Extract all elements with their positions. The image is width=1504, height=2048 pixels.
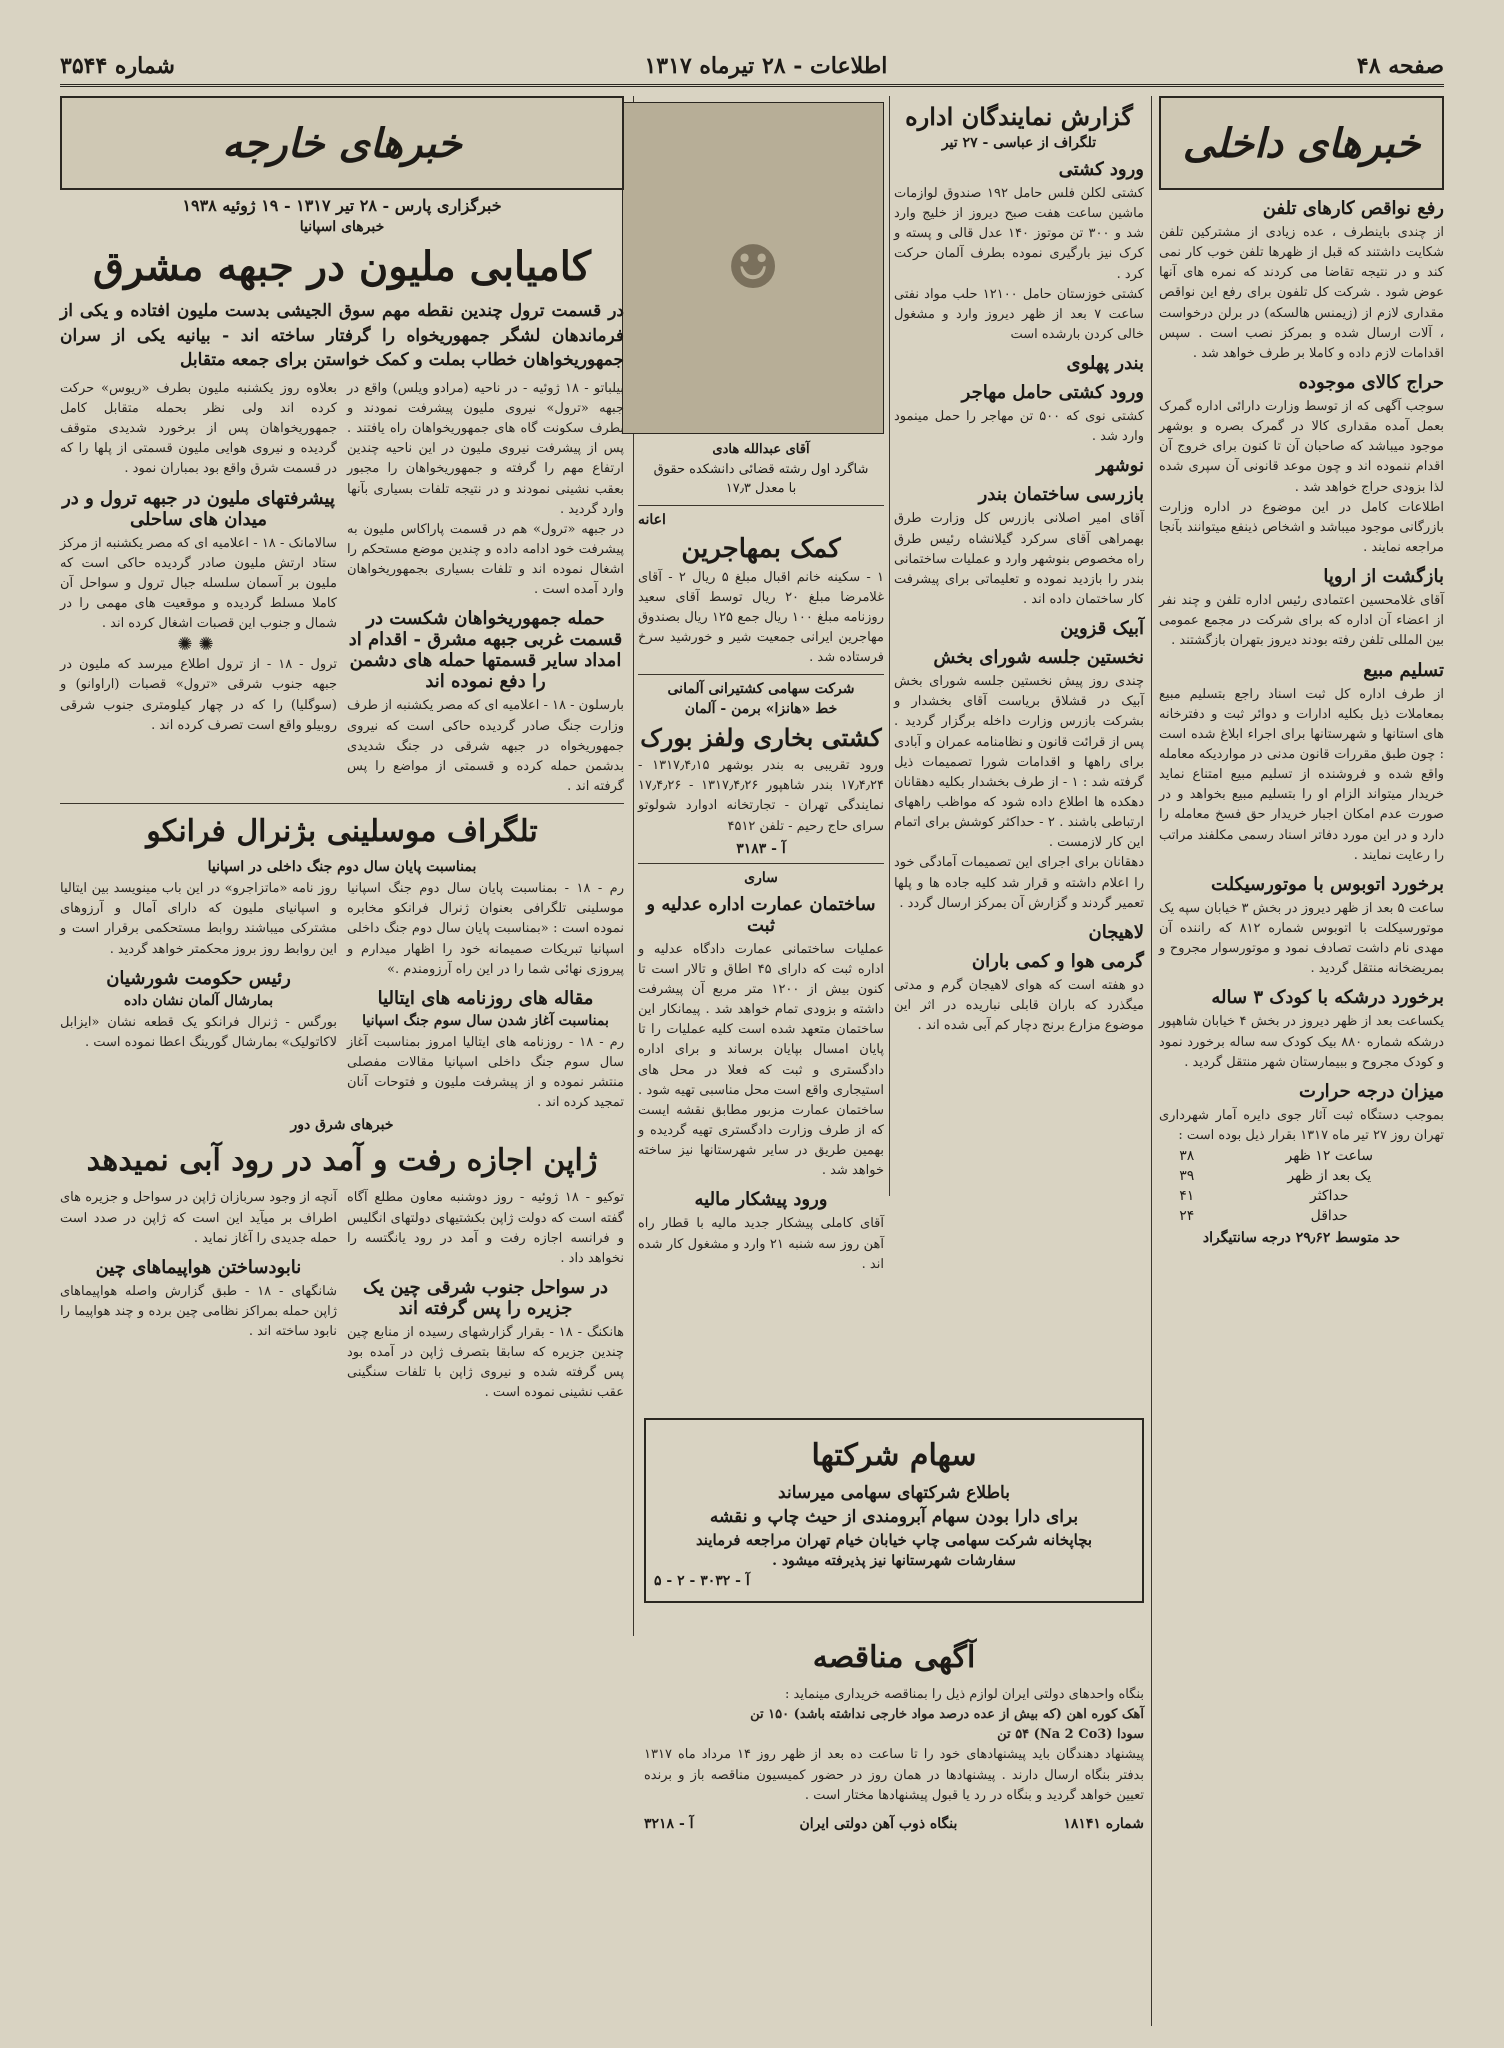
column-divider: [889, 96, 890, 1196]
section-title: نابودساختن هواپیماهای چین: [95, 1256, 302, 1278]
section-body: آقای غلامحسین اعتمادی رئیس اداره تلفن و چند نفر از اعضاء آن اداره که برای شرکت در مجمع عمومی بین المللی تلفن رفته بودند دیروز بتهران بازگشتند .: [1159, 593, 1444, 649]
table-cell: ۳۸: [1179, 1148, 1195, 1165]
ad-box: [644, 1418, 1144, 1603]
section-title: پیشرفتهای ملیون در جبهه ترول و در میدان های ساحلی: [62, 487, 335, 530]
section-title: برخورد درشکه با کودک ۳ ساله: [1211, 987, 1444, 1009]
aid-body: ۱ - سکینه خانم اقبال مبلغ ۵ ریال ۲ - آقای غلامرضا مبلغ ۲۰ ریال توسط آقای سعید روزنامه مبلغ ۱۰۰ ریال جمع ۱۲۵ ریال بصندوق مهاجرین ایرانی جمعیت شیر و خورشید سرخ فرستاده شد .: [638, 569, 885, 666]
section-title: برخورد اتوبوس با موتورسیکلت: [1211, 873, 1444, 895]
tender-ref: آ - ۳۲۱۸: [644, 1815, 694, 1832]
domestic-news-column: [1159, 96, 1444, 2036]
photo-caption: آقای عبدالله هادی: [712, 442, 810, 457]
table-cell: یک بعد از ظهر: [1287, 1168, 1372, 1185]
divider-stars: ✺✺: [177, 634, 220, 656]
table-cell: حداقل: [1310, 1208, 1348, 1225]
far-east-label: خبرهای شرق دور: [290, 1117, 394, 1134]
article-body: بارسلون - ۱۸ - اعلامیه ای که مصر یکشنبه از طرف وزارت جنگ صادر گردیده حاکی است که نیروی جمهوریخواه در جبهه شرقی در جنگ شدیدی بدشمن حمله کرده و قسمتی از مواضع را پس گرفته اند .: [347, 698, 624, 795]
table-row: [1159, 1166, 1444, 1186]
telegram-title: تلگراف موسلینی بژنرال فرانکو: [146, 814, 538, 850]
telegram-subcolumn: [347, 879, 624, 1113]
section-body: کشتی نوی که ۵۰۰ تن مهاجر را حمل مینمود وارد شد .: [894, 409, 1145, 445]
section-title: تسلیم مبیع: [1363, 659, 1444, 681]
tender-signature: بنگاه ذوب آهن دولتی ایران: [799, 1815, 958, 1832]
section-title: در سواحل جنوب شرقی چین یک جزیره را پس گرفته اند: [363, 1277, 608, 1319]
section-title: ورود کشتی: [1058, 159, 1144, 180]
section-body: کشتی لکلن فلس حامل ۱۹۲ صندوق لوازمات ماشین ساعت هفت صبح دیروز از خلیج وارد شد و ۳۰۰ تن موتوز ۱۴۰ عدل قالی و پسته و کرک نیز بارگیری نموده بطرف آلمان حرکت کرد .: [894, 186, 1145, 282]
reports-subtitle: تلگراف از عباسی - ۲۷ تیر: [941, 135, 1097, 151]
section-body: کشتی خوزستان حامل ۱۲۱۰۰ حلب مواد نفتی ساعت ۷ بعد از ظهر دیروز وارد و مشغول خالی کردن بارشده است: [894, 286, 1145, 342]
tender-footer: [644, 1812, 1144, 1836]
ad-ref: آ - ۳۰۳۲ - ۲ - ۵: [654, 1573, 750, 1589]
article-body: بورگس - ژنرال فرانکو یک قطعه نشان «ایزابل لاکاتولیک» بمارشال گورینگ اعطا نموده است .: [60, 1014, 337, 1050]
article-body: در جبهه «ترول» هم در قسمت پاراکاس ملیون به پیشرفت خود ادامه داده و چندین موضع مستحکم را اشغال نموده اند و تلفات بسیاری بجمهوریخواهان وارد آمده است .: [347, 521, 624, 598]
masthead: [60, 48, 1444, 87]
foreign-subcolumn: [347, 379, 624, 797]
section-body: از چندی باینطرف ، عده زیادی از مشترکین تلفن شکایت داشتند که قبل از ظهرها تلفن خوب کار نمی کند و در نتیجه تقاضا می کردند که نمره های آنها عوض شود . شرکت کل تلفون برای رفع این نواقص مقداری لازم از (زیمنس هالسکه) در برلن درخواست ، آلات ارسال شده و بمرکز نصب است . سپس اقدامات لازم داده و کاملا بر طرف خواهد شد .: [1159, 225, 1444, 361]
section-body: آقای کاملی پیشکار جدید مالیه با قطار راه آهن روز سه شنبه ۲۱ وارد و مشغول کار شده اند .: [638, 1216, 884, 1272]
temperature-table: [1159, 1146, 1444, 1226]
foreign-columns: [60, 379, 624, 797]
dateline: خبرگزاری پارس - ۲۸ تیر ۱۳۱۷ - ۱۹ ژوئیه ۱۹۳۸: [182, 196, 502, 215]
tender-ad: [644, 1630, 1144, 2010]
issue-number: شماره ۳۵۴۴: [60, 53, 175, 79]
shares-ad: [644, 1410, 1144, 1610]
article-body: روز نامه «ماتزاجرو» در این باب مینویسد بین ایتالیا و اسپانیای ملیون که دارای آمال و آرزوهای مشترکی میباشند روابط مستحکمی برقرار است و این روابط روز بروز محکمتر خواهد گردید .: [60, 881, 337, 957]
section-title: بندر پهلوی: [1066, 353, 1144, 375]
table-row: [1159, 1186, 1444, 1206]
foreign-news-banner: خبرهای خارجه: [60, 96, 624, 190]
section-body: عملیات ساختمانی عمارت دادگاه عدلیه و اداره ثبت که دارای ۴۵ اطاق و تالار است تا کنون بیش از ۱۲۰۰ متر مربع آن پیشرفت داشته و بزودی تمام خواهد شد . پیمانکار این ساختمان متعهد شده است کلیه عملیات را تا پایان امسال بپایان برساند و برای اداره دادگستری و ثبت که فعلا در محل های استیجاری واقع است محل مناسبی تهیه شود . ساختمان عمارت مزبور مطابق نقشه ایست که از طرف وزارت دادگستری تهیه گردیده و بهمین طریق در سایر شهرستانها نیز ساخته خواهد شد .: [638, 941, 884, 1179]
article-body: بعلاوه روز یکشنبه ملیون بطرف «ریوس» حرکت کرده اند ولی نظر بحمله متقابل کامل جمهوریخواهان پس از برخورد شدیدی متوقف گردیده و نیروی هوایی ملیون قسمتی از پلها را که در قسمت شرق واقع بود بمباران نمود .: [60, 380, 337, 477]
city-label: ساری: [744, 869, 778, 886]
section-body: از طرف اداره کل ثبت اسناد راجع بتسلیم مبیع بمعاملات ذیل بکلیه ادارات و دوائر ثبت و دفترخانه های استانها و شهرستانها برای اجراء ابلاغ شده است : چون طبق مقررات قانون مدنی در مواردیکه معامله واقع شده و فروشنده از تسلیم مبیع امتناع نماید خریدار میتواند الزام او را بتسلیم مبیع بخواهد و در صورت عدم امکان اجبار خریدار حق فسخ معامله را دارد و در این مورد دفاتر اسناد رسمی مکلفند مراتب را رعایت نمایند .: [1159, 686, 1444, 863]
article-body: سالامانک - ۱۸ - اعلامیه ای که مصر یکشنبه از مرکز ستاد ارتش ملیون صادر گردیده حاکی است که ملیون بر آسمان سلسله جبال ترول و سواحل آن کاملا مسلط گردیده و موقعیت های مهمی را در شمال و جنوب این قصبات اشغال کرده اند .: [60, 535, 337, 632]
table-cell: ۲۴: [1179, 1208, 1195, 1225]
section-title: بازگشت از اروپا: [1323, 566, 1444, 588]
column-divider: [1151, 96, 1152, 2026]
foreign-news-column: [60, 96, 624, 2036]
page-number: صفحه ۴۸: [1356, 53, 1444, 79]
section-title: ورود کشتی حامل مهاجر: [961, 382, 1144, 404]
section-body: دو هفته است که هوای لاهیجان گرم و مدتی میگذرد که باران قابلی نباریده در اثر این موضوع مزارع برنج دچار کم آبی شده اند .: [894, 977, 1144, 1034]
section-title: نوشهر: [1096, 455, 1144, 477]
section-body: یکساعت بعد از ظهر دیروز در بخش ۴ خیابان شاهپور درشکه شماره ۸۸۰ بیک کودک سه ساله برخورد نمود و کودک مجروح و ببیمارستان شهر منتقل گردید .: [1159, 1014, 1444, 1070]
tender-item: سودا (Na 2 Co3) ۵۴ تن: [997, 1727, 1144, 1743]
section-subtitle: بمارشال آلمان نشان داده: [123, 992, 274, 1009]
telegram-subcolumn: [60, 879, 337, 1113]
telegram-subtitle: بمناسبت پایان سال دوم جنگ داخلی در اسپانیا: [207, 859, 477, 876]
japan-columns: [60, 1188, 624, 1403]
section-body: ساعت ۵ بعد از ظهر دیروز در بخش ۳ خیابان سپه یک موتورسیکلت با اتوبوس شماره ۸۱۲ که راننده آن مهدی نام داشت تصادف نمود و موتورسوار مجروح و بمریضخانه منتقل گردید .: [1159, 900, 1445, 977]
article-body: شانگهای - ۱۸ - طبق گزارش واصله هواپیماهای ژاپن حمله بمراکز نظامی چین برده و چند هواپیما را نابود ساخته اند .: [60, 1283, 337, 1340]
section-title: ورود پیشکار مالیه: [694, 1189, 828, 1211]
photo-caption: شاگرد اول رشته قضائی دانشکده حقوق: [653, 461, 869, 477]
japan-subcolumn: [347, 1188, 624, 1403]
section-subtitle: بمناسبت آغاز شدن سال سوم جنگ اسپانیا: [362, 1012, 609, 1029]
ad-line: بچاپخانه شرکت سهامی چاپ خیابان خیام تهران مراجعه فرمایند: [695, 1531, 1093, 1549]
ad-title: سهام شرکتها: [811, 1438, 977, 1473]
ad-line: باطلاع شرکتهای سهامی میرساند: [778, 1483, 1010, 1503]
main-headline: کامیابی ملیون در جبهه مشرق: [93, 243, 591, 290]
article-body: توکیو - ۱۸ ژوئیه - روز دوشنبه معاون مطلع آگاه گفته است که دولت ژاپن بکشتیهای دولتهای انگلیس و فرانسه اجازه رفت و آمد در رود یانگتسه را نخواهد داد .: [347, 1190, 624, 1266]
ship-line: خط «هانزا» برمن - آلمان: [684, 701, 838, 718]
section-title: بازرسی ساختمان بندر: [978, 484, 1144, 506]
telegram-columns: [60, 879, 624, 1113]
reports-title: گزارش نمایندگان اداره: [905, 102, 1133, 131]
aid-title: کمک بمهاجرین: [681, 533, 841, 564]
table-cell: ساعت ۱۲ ظهر: [1285, 1148, 1373, 1165]
article-body: رم - ۱۸ - روزنامه های ایتالیا امروز بمناسبت آغاز سال سوم جنگ داخلی اسپانیا مقالات مفصلی منتشر نموده و از پیشرفت ملیون و فتوحات آنان تمجید کرده اند .: [347, 1034, 624, 1111]
article-body: هانکنگ - ۱۸ - بقرار گزارشهای رسیده از منابع چین چندین جزیره که سابقا بتصرف ژاپن در آمده بود پس گرفته شده و نیروی ژاپن با تلفات سنگینی عقب نشینی نموده است .: [347, 1325, 624, 1401]
article-body: ترول - ۱۸ - از ترول اطلاع میرسد که ملیون در جبهه جنوب شرقی «ترول» قصبات (اراوانو) و (سوگلیا) را که در چهار کیلومتری جنوب شرقی روبیلو واقع است تصرف کرده اند .: [60, 657, 338, 733]
article-body: رم - ۱۸ - بمناسبت پایان سال دوم جنگ اسپانیا موسلینی تلگرافی بعنوان ژنرال فرانکو مخابره نموده است : «بمناسبت پایان سال دوم جنگ داخلی اسپانیا تبریکات صمیمانه خود را اظهار میدارم و پیروزی نهائی شما را در این راه آرزومندم .»: [347, 881, 624, 977]
spain-label: خبرهای اسپانیا: [299, 219, 385, 235]
table-cell: حداکثر: [1309, 1188, 1349, 1205]
tender-title: آگهی مناقصه: [812, 1640, 976, 1675]
lead-paragraph: در قسمت ترول چندین نقطه مهم سوق الجیشی بدست ملیون افتاده و یکی از فرماندهان لشگر جمهوریخواه را گرفتار ساخته اند - بیانیه یکی از سران جمهوریخواهان خطاب بملت و کمک خواستن برای جمعه متقابل: [60, 301, 624, 371]
section-body: اطلاعات کامل در این موضوع در اداره وزارت بازرگانی موجود میباشد و اشخاص ذینفع میتوانند بآنجا مراجعه نمایند .: [1159, 499, 1444, 555]
tender-intro: بنگاه واحدهای دولتی ایران لوازم ذیل را بمناقصه خریداری مینماید :: [785, 1687, 1144, 1702]
tender-body: پیشنهاد دهندگان باید پیشنهادهای خود را تا ساعت ده بعد از ظهر روز ۱۴ مرداد ماه ۱۳۱۷ بدفتر بنگاه ارسال دارند . پیشنهادها در همان روز در حضور کمیسیون مناقصه باز و برنده تعیین خواهد گردید و بنگاه در رد یا قبول پیشنهادها مختار است .: [644, 1747, 1144, 1803]
section-title: میزان درجه حرارت: [1299, 1080, 1444, 1102]
center-column: [638, 96, 885, 1272]
japan-subcolumn: [60, 1188, 337, 1403]
ship-title: کشتی بخاری ولفز بورک: [640, 723, 882, 753]
section-body: آقای امیر اصلانی بازرس کل وزارت طرق بهمراهی آقای سرکرد گیلانشاه رئیس طرق راه مخصوص بنوشهر وارد و عملیات ساختمانی بندر را بازدید نموده و تعلیماتی برای پیشرفت کار ساختمان داده اند .: [894, 511, 1144, 607]
section-title: مقاله های روزنامه های ایتالیا: [377, 987, 594, 1009]
section-title: گرمی هوا و کمی باران: [971, 950, 1144, 972]
paper-date: اطلاعات - ۲۸ تیرماه ۱۳۱۷: [644, 53, 888, 79]
article-body: آنچه از وجود سربازان ژاپن در سواحل و جزیره های اطراف بر میآید این است که ژاپن در صدد است حمله جدیدی را آغاز نماید .: [60, 1190, 337, 1246]
section-title: رئیس حکومت شورشیان: [106, 967, 291, 989]
section-title: نخستین جلسه شورای بخش: [933, 647, 1144, 669]
japan-headline: ژاپن اجازه رفت و آمد در رود آبی نمیدهد: [86, 1143, 598, 1179]
section-title: حمله جمهوریخواهان شکست در قسمت غربی جبهه مشرق - اقدام اد امداد سایر قسمتها حمله های دشمن را دفع نموده اند: [348, 608, 623, 693]
domestic-news-banner: خبرهای داخلی: [1159, 96, 1444, 190]
ship-body: ورود تقریبی به بندر بوشهر ۱۳۱۷٫۴٫۱۵ - ۱۷٫۴٫۲۴ بندر شاهپور ۱۳۱۷٫۴٫۲۶ - ۱۷٫۴٫۲۶ نمایندگی تهران - تجارتخانه ادوارد شولوتو سرای حاج رحیم - تلفن ۴۵۱۲: [638, 758, 884, 834]
tender-ref: شماره ۱۸۱۴۱: [1063, 1815, 1144, 1832]
ad-line: برای دارا بودن سهام آبرومندی از حیث چاپ و نقشه: [709, 1507, 1079, 1527]
section-title: ساختمان عمارت اداره عدلیه و ثبت: [646, 893, 876, 936]
section-body: بموجب دستگاه ثبت آثار جوی دایره آمار شهرداری تهران روز ۲۷ تیر ماه ۱۳۱۷ بقرار ذیل بوده است :: [1159, 1107, 1444, 1143]
section-body: چندی روز پیش نخستین جلسه شورای بخش آبیک در قشلاق بریاست آقای بخشدار و بشرکت بازرس وزارت داخله برگزار گردید . پس از قرائت قانون و نظامنامه عمران و آبادی برای راهها و اقدامات شورا تصمیمات ذیل گرفته شد : ۱ - از طرف بخشدار بکلیه دهقانان دهکده ها اطلاع داده شود که مواظب راههای ارتباطی باشند . ۲ - حداکثر کوشش برای اتمام این کار لازمست .: [894, 674, 1144, 851]
section-body: دهقانان برای اجرای این تصمیمات آمادگی خود را اعلام داشته و قرار شد کلیه جاده ها و پلها تعمیر گردند و گزارش آن بمرکز ارسال گردد .: [894, 855, 1144, 911]
temperature-average: حد متوسط ۲۹٫۶۲ درجه سانتیگراد: [1202, 1230, 1401, 1247]
portrait-photo: ☻: [622, 102, 884, 434]
section-title: حراج کالای موجوده: [1298, 371, 1444, 393]
tender-item: آهک کوره اهن (که بیش از عده درصد مواد خارجی نداشته باشد) ۱۵۰ تن: [750, 1707, 1144, 1723]
table-row: [1159, 1206, 1444, 1226]
table-cell: ۴۱: [1179, 1188, 1195, 1205]
section-title: آبیک قزوین: [1060, 618, 1144, 640]
section-body: سوجب آگهی که از توسط وزارت دارائی اداره گمرک بعمل آمده مقداری کالا در گمرک بصره و بوشهر موجود میباشد که صاحبان آن تا کنون برای خروج آن اقدام ننموده اند و چون موعد قانونی آن سپری شده لذا بزودی حراج خواهد شد .: [1159, 398, 1444, 495]
article-body: بیلباتو - ۱۸ ژوئیه - در ناحیه (مرادو ویلس) واقع در جبهه «ترول» نیروی ملیون پیشرفت نمودند و بطرف سکونت گاه های جمهوریخواهان راه یافتند . پس از پیشرفت نیروی ملیون در این ناحیه چندین ارتفاع مهم را گرفته و جمهوریخواهان را مجبور بعقب نشینی نمودند و در نتیجه تلفات بسیاری بآنها وارد گردید .: [347, 380, 624, 517]
ship-company: شرکت سهامی کشتیرانی آلمانی: [667, 681, 855, 698]
table-cell: ۳۹: [1179, 1168, 1195, 1185]
photo-caption: با معدل ۱۷٫۳: [725, 481, 797, 496]
section-title: لاهیجان: [1088, 921, 1144, 943]
ad-line: سفارشات شهرستانها نیز پذیرفته میشود .: [772, 1553, 1016, 1569]
section-title: رفع نواقص کارهای تلفن: [1262, 198, 1444, 219]
reports-column: [894, 96, 1144, 1246]
table-row: [1159, 1146, 1444, 1166]
ship-ref: آ - ۳۱۸۳: [736, 840, 786, 857]
aid-label: اعانه: [638, 511, 666, 528]
foreign-subcolumn: [60, 379, 337, 797]
